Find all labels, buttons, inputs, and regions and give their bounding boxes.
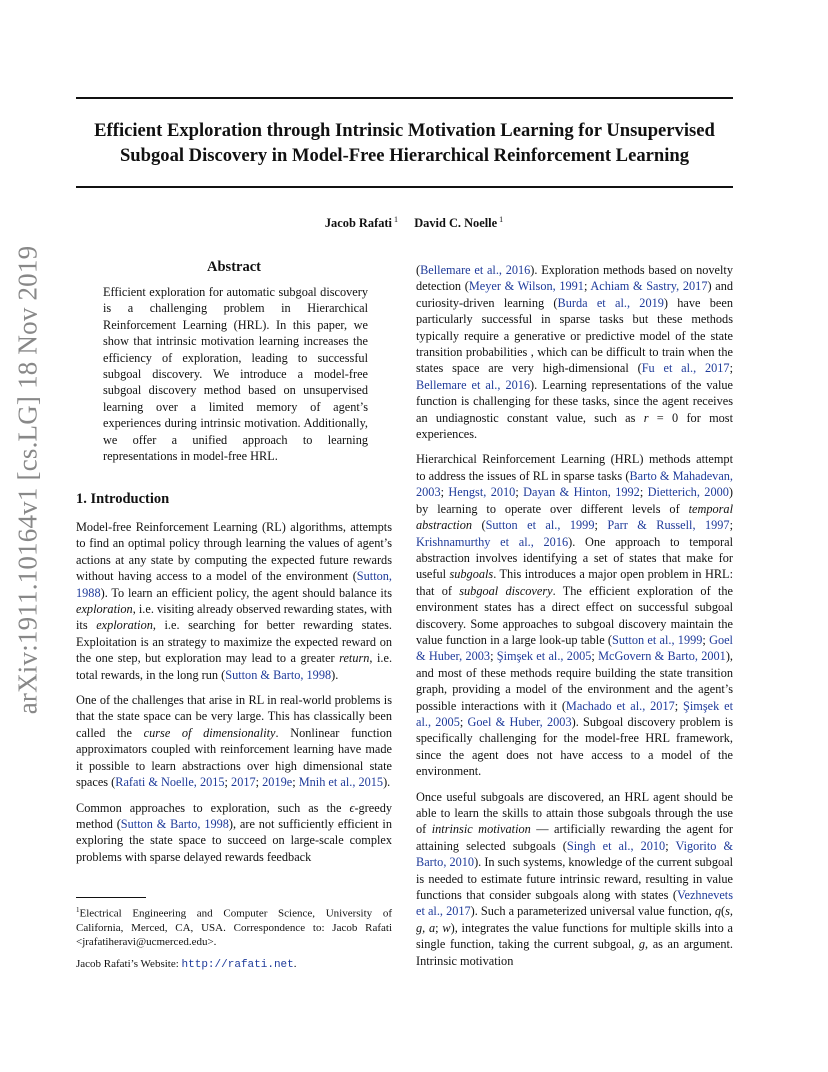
citation-link[interactable]: Goel & Huber, 2003 xyxy=(467,714,572,729)
paragraph: Model-free Reinforcement Learning (RL) algorithms, attempts to find an optimal policy through learning the values of agent’s actions at any state by computing the expected future rewards without having access to a model of the environment (Sutton, 1988). To learn an efficient policy, the agent should balance its exploration, i.e. visiting already observed rewarding states, with its exploration, i.e. searching for better rewarding states. Exploitation is an strategy to maximize the expected reward on the one step, but exploration may lead to a greater return, i.e. total rewards, in the long run (Sutton & Barto, 1998). xyxy=(76,520,393,682)
citation-link[interactable]: Mnih et al., 2015 xyxy=(298,775,384,790)
citation-link[interactable]: Vezhnevets et al., 2017 xyxy=(416,888,733,919)
website-line xyxy=(76,958,297,971)
footnote-mark: 1 xyxy=(76,906,80,914)
footnote-rule xyxy=(76,897,146,898)
paragraph: Once useful subgoals are discovered, an HRL agent should be able to learn the skills to attain those subgoals through the use of intrinsic motivation — artificially rewarding the agent for attaining selected subgoals (Singh et al., 2010; Vigorito & Barto, 2010). In such systems, knowledge of the current subgoal is needed to estimate future intrinsic reward, resulting in value functions that consider subgoals along with states (Vezhnevets et al., 2017). Such a parameterized universal value function, q(s, g, a; w), integrates the value functions for multiple skills into a single function, taking the current subgoal, g, as an argument. Intrinsic motivation xyxy=(416,789,734,968)
citation-link[interactable]: Machado et al., 2017 xyxy=(565,698,675,713)
website-suffix: . xyxy=(293,958,297,970)
affiliation-mark: 1 xyxy=(499,215,504,224)
citation-link[interactable]: Şimşek et al., 2005 xyxy=(496,649,592,664)
paragraph: Common approaches to exploration, such as the ϵ-greedy method (Sutton & Barto, 1998), are not sufficiently efficient in exploring the state space to succeed on large-scale complex problems with sparse delayed rewards feedback xyxy=(76,800,392,864)
website-link[interactable]: http://rafati.net xyxy=(181,959,294,971)
citation-link[interactable]: Meyer & Wilson, 1991 xyxy=(468,279,584,294)
citation-link[interactable]: Burda et al., 2019 xyxy=(557,295,664,310)
citation-link[interactable]: McGovern & Barto, 2001 xyxy=(598,649,726,664)
footnote xyxy=(76,903,392,950)
title-top-rule xyxy=(76,97,733,99)
citation-link[interactable]: Rafati & Noelle, 2015 xyxy=(115,775,225,790)
affiliation-mark: 1 xyxy=(393,215,398,224)
intro-left-column xyxy=(76,519,392,874)
citation-link[interactable]: Goel & Huber, 2003 xyxy=(416,632,733,664)
right-column xyxy=(416,262,733,978)
author-name: David C. Noelle xyxy=(414,216,498,230)
citation-link[interactable]: 2019e xyxy=(262,775,293,790)
author-list xyxy=(0,215,828,231)
citation-link[interactable]: Bellemare et al., 2016 xyxy=(420,263,531,277)
title-bottom-rule xyxy=(76,186,733,188)
citation-link[interactable]: Şimşek et al., 2005 xyxy=(416,698,733,729)
citation-link[interactable]: Sutton et al., 1999 xyxy=(485,518,595,533)
citation-link[interactable]: 2017 xyxy=(231,775,256,790)
arxiv-stamp: arXiv:1911.10164v1 [cs.LG] 18 Nov 2019 xyxy=(12,245,43,715)
website-label: Jacob Rafati’s Website: xyxy=(76,958,182,970)
citation-link[interactable]: Singh et al., 2010 xyxy=(566,838,666,853)
author-name: Jacob Rafati xyxy=(324,216,392,230)
citation-link[interactable]: Parr & Russell, 1997 xyxy=(607,518,730,533)
section-heading: 1. Introduction xyxy=(76,491,170,507)
citation-link[interactable]: Fu et al., 2017 xyxy=(641,361,730,376)
footnote-text: Electrical Engineering and Computer Science, University of California, Merced, CA, USA. Correspondence to: Jacob Rafati <jrafatiheravi@ucmerced.edu>. xyxy=(76,907,392,949)
citation-link[interactable]: Barto & Mahadevan, 2003 xyxy=(416,468,734,500)
citation-link[interactable]: Dayan & Hinton, 1992 xyxy=(523,485,640,500)
citation-link[interactable]: Sutton, 1988 xyxy=(76,569,392,600)
citation-link[interactable]: Sutton & Barto, 1998 xyxy=(225,667,332,682)
citation-link[interactable]: Hengst, 2010 xyxy=(448,485,516,500)
paper-title: Efficient Exploration through Intrinsic Motivation Learning for Unsupervised Subgoal Discovery in Model-Free Hierarchical Reinforcement Learning xyxy=(94,120,715,166)
citation-link[interactable]: Sutton & Barto, 1998 xyxy=(120,816,229,831)
citation-link[interactable]: Dietterich, 2000 xyxy=(647,485,729,500)
paragraph: (Bellemare et al., 2016). Exploration methods based on novelty detection (Meyer & Wilson, 1991; Achiam & Sastry, 2017) and curiosity-driven learning (Burda et al., 2019) have been particularly successful in sparse tasks but these methods typically require a generative or predictive model of the state transition probabilities , which can be difficult to train when the states space are very high-dimensional (Fu et al., 2017; Bellemare et al., 2016). Learning representations of the value function is challenging for these tasks, since the agent receives an undiagnostic constant value, such as r = 0 for most experiences. xyxy=(416,263,734,442)
paragraph: Hierarchical Reinforcement Learning (HRL) methods attempt to address the issues of RL in sparse tasks (Barto & Mahadevan, 2003; Hengst, 2010; Dayan & Hinton, 1992; Dietterich, 2000) by learning to operate over different levels of temporal abstraction (Sutton et al., 1999; Parr & Russell, 1997; Krishnamurthy et al., 2016). One approach to temporal abstraction involves identifying a set of states that make for useful subgoals. This introduces a major open problem in HRL: that of subgoal discovery. The efficient exploration of the environment states has a direct effect on successful subgoal discovery. Some approaches to subgoal discovery maintain the value function in a large look-up table (Sutton et al., 1999; Goel & Huber, 2003; Şimşek et al., 2005; McGovern & Barto, 2001), and most of these methods require building the state transition graph, providing a model of the environment and the agent’s possible interactions with it (Machado et al., 2017; Şimşek et al., 2005; Goel & Huber, 2003). Subgoal discovery problem is specifically challenging for the model-free HRL framework, since the agent does not have access to a model of the environment. xyxy=(416,452,734,779)
abstract-heading: Abstract xyxy=(207,259,261,275)
citation-link[interactable]: Krishnamurthy et al., 2016 xyxy=(416,534,569,549)
citation-link[interactable]: Sutton et al., 1999 xyxy=(612,632,703,647)
citation-link[interactable]: Achiam & Sastry, 2017 xyxy=(590,279,708,294)
citation-link[interactable]: Vigorito & Barto, 2010 xyxy=(416,838,734,870)
citation-link[interactable]: Bellemare et al., 2016 xyxy=(416,377,531,392)
abstract-text: Efficient exploration for automatic subgoal discovery is a challenging problem in Hierarchical Reinforcement Learning (HRL). In this paper, we show that intrinsic motivation learning increases the efficiency of exploration, leading to successful subgoal discovery. We introduce a model-free subgoal discovery method based on unsupervised learning over a limited memory of agent’s experiences during intrinsic motivation. Additionally, we offer a unified approach to learning representations in model-free HRL. xyxy=(103,285,368,464)
paragraph: One of the challenges that arise in RL in real-world problems is that the state space can be very large. This has classically been called the curse of dimensionality. Nonlinear function approximators coupled with reinforcement learning have made it possible to learn abstractions over high dimensional state spaces (Rafati & Noelle, 2015; 2017; 2019e; Mnih et al., 2015). xyxy=(76,693,392,790)
